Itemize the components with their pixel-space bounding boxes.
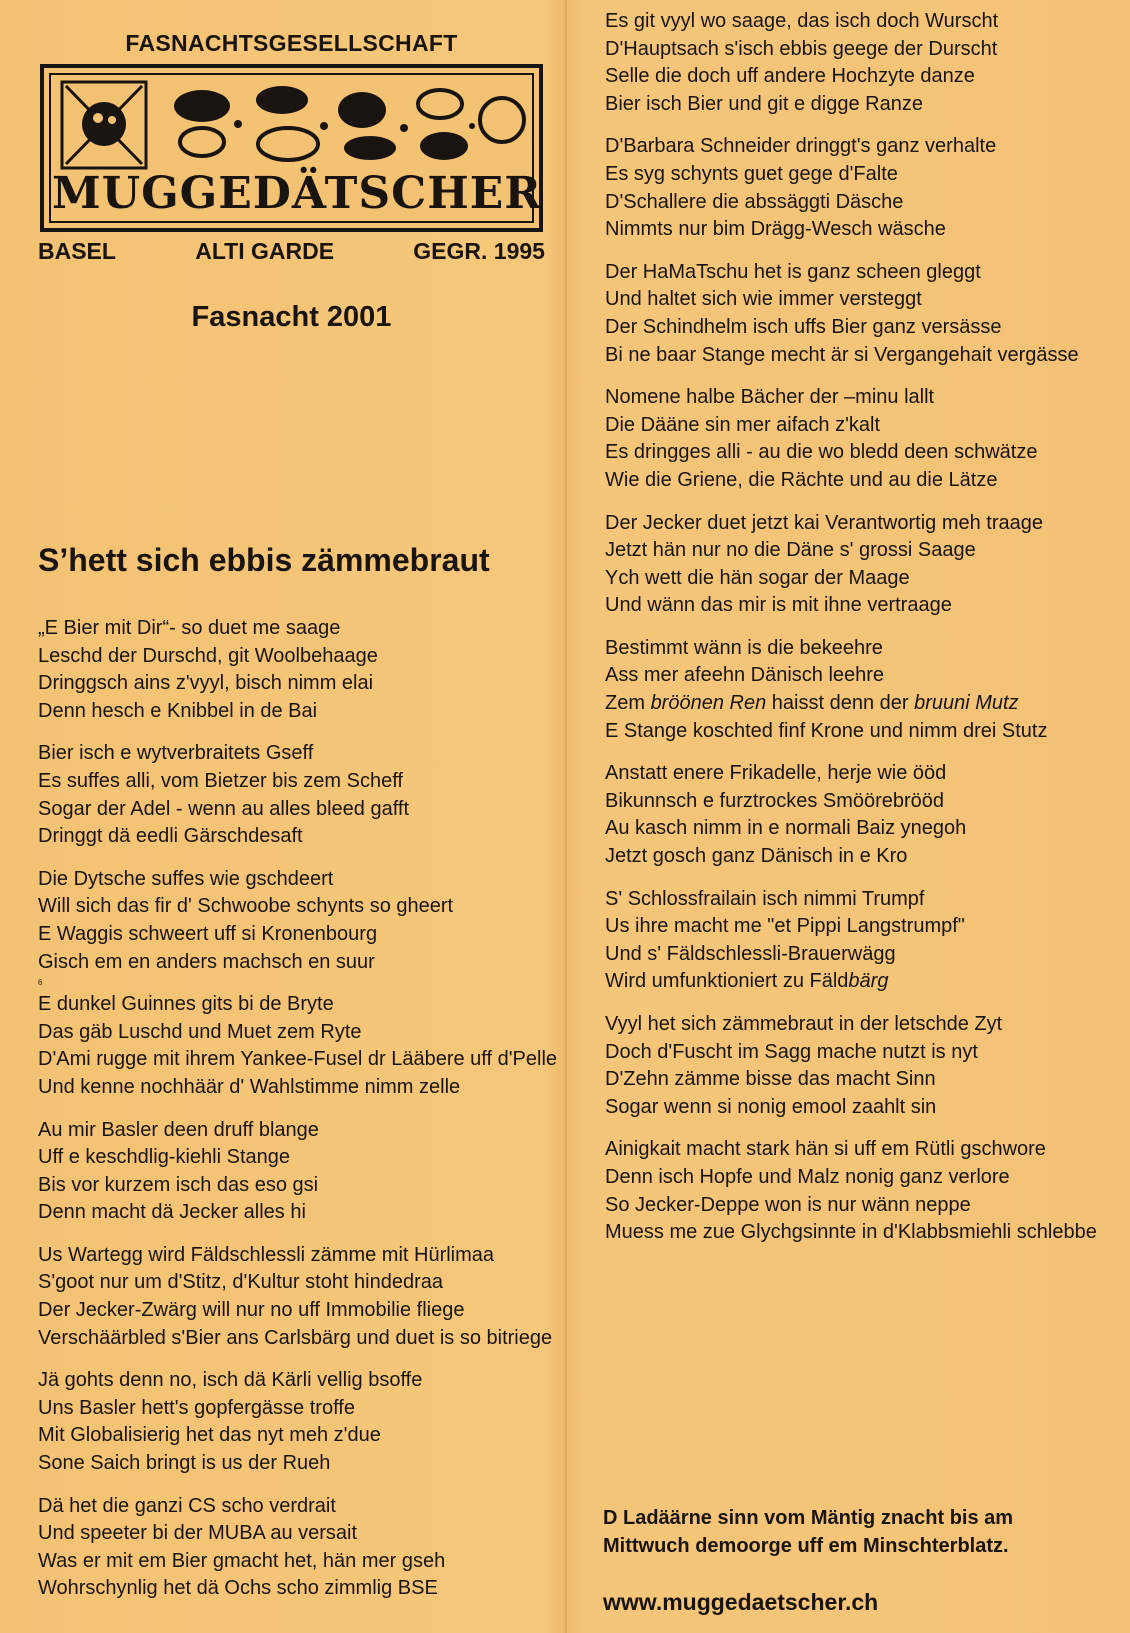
right-column-verses	[605, 8, 1097, 1262]
verse-line: Au mir Basler deen druff blange	[38, 1118, 319, 1141]
lantern-notice	[603, 1504, 1013, 1560]
notice-line: D Ladäärne sinn vom Mäntig znacht bis am	[603, 1507, 1014, 1529]
verse-line: Selle die doch uff andere Hochzyte danze	[605, 65, 975, 88]
verse-line: Vyyl het sich zämmebraut in der letschde Zyt	[605, 1013, 1003, 1035]
verse-line: Bikunnsch e furztrockes Smöörebrööd	[605, 789, 945, 812]
verse-line: Will sich das fir d' Schwoobe schynts so gheert	[38, 895, 454, 918]
verse-line: D'Schallere die abssäggti Däsche	[605, 190, 904, 213]
group-label: ALTI GARDE	[195, 238, 335, 264]
verse-line: Und wänn das mir is mit ihne vertraage	[605, 594, 952, 617]
verse-line: E dunkel Guinnes gits bi de Bryte	[38, 993, 334, 1016]
notice-line: Mittwuch demoorge uff em Minschterblatz.	[603, 1535, 1009, 1557]
verse-line: Und speeter bi der MUBA au versait	[38, 1522, 358, 1545]
verse-line: D'Zehn zämme bisse das macht Sinn	[605, 1068, 936, 1091]
verse-line: D'Hauptsach s'isch ebbis geege der Durscht	[605, 37, 998, 60]
verse-stanza	[38, 1367, 557, 1477]
verse-stanza	[38, 1242, 557, 1352]
verse-stanza	[605, 886, 1097, 996]
verse-line: Gisch em en anders machsch en suur	[38, 950, 375, 973]
verse-line: Und kenne nochhäär d' Wahlstimme nimm zelle	[38, 1075, 461, 1098]
verse-line: Us ihre macht me "et Pippi Langstrumpf"	[605, 915, 965, 938]
page-mark: 6	[38, 978, 43, 987]
verse-line: Bier isch Bier und git e digge Ranze	[605, 92, 923, 115]
verse-line: S' Schlossfrailain isch nimmi Trumpf	[605, 887, 925, 910]
verse-line: Uff e keschdlig-kiehli Stange	[38, 1146, 290, 1169]
verse-line: Sone Saich bringt is us der Rueh	[38, 1452, 331, 1475]
verse-line: Wie die Griene, die Rächte und au die Lätze	[605, 468, 998, 491]
event-title: Fasnacht 2001	[191, 301, 392, 333]
verse-stanza	[38, 615, 557, 725]
verse-line: Muess me zue Glychgsinnte in d'Klabbsmiehli schlebbe	[605, 1221, 1097, 1244]
verse-line: Dä het die ganzi CS scho verdrait	[38, 1494, 336, 1517]
verse-line: Jä gohts denn no, isch dä Kärli vellig bsoffe	[38, 1369, 423, 1392]
verse-stanza	[605, 635, 1097, 745]
verse-line: Es dringges alli - au die wo bledd deen schwätze	[605, 441, 1038, 464]
verse-line: Es syg schynts guet gege d'Falte	[605, 162, 898, 185]
verse-stanza	[605, 384, 1097, 494]
verse-line: Denn isch Hopfe und Malz nonig ganz verlore	[605, 1165, 1010, 1188]
verse-line: Denn macht dä Jecker alles hi	[38, 1201, 306, 1224]
verse-line: Jetzt gosch ganz Dänisch in e Kro	[605, 845, 908, 868]
verse-stanza	[605, 259, 1097, 369]
verse-line: Bi ne baar Stange mecht är si Vergangehait vergässe	[605, 343, 1079, 366]
verse-line: Anstatt enere Frikadelle, herje wie ööd	[605, 762, 947, 785]
verse-line: Ych wett die hän sogar der Maage	[605, 566, 910, 589]
verse-line: Uns Basler hett's gopfergässe troffe	[38, 1396, 355, 1419]
verse-line: Nimmts nur bim Drägg-Wesch wäsche	[605, 218, 946, 241]
verse-line: Und s' Fäldschlessli-Brauerwägg	[605, 942, 896, 965]
verse-line: Die Dytsche suffes wie gschdeert	[38, 867, 334, 890]
org-subtitle-row	[38, 238, 545, 265]
verse-line: Was er mit em Bier gmacht het, hän mer gseh	[38, 1549, 446, 1572]
verse-stanza	[605, 1011, 1097, 1121]
verse-line: Ass mer afeehn Dänisch leehre	[605, 664, 885, 687]
verse-line: Us Wartegg wird Fäldschlessli zämme mit Hürlimaa	[38, 1243, 495, 1266]
verse-stanza	[605, 8, 1097, 118]
verse-line: Wird umfunktioniert zu Fäldbärg	[605, 970, 889, 993]
verse-line: Doch d'Fuscht im Sagg mache nutzt is nyt	[605, 1040, 978, 1063]
verse-line: So Jecker-Deppe won is nur wänn neppe	[605, 1193, 971, 1216]
verse-line: Bis vor kurzem isch das eso gsi	[38, 1173, 319, 1196]
verse-line: Verschäärbled s'Bier ans Carlsbärg und duet is so bitriege	[38, 1326, 553, 1349]
verse-line: Mit Globalisierig het das nyt meh z'due	[38, 1424, 381, 1447]
verse-line: Denn hesch e Knibbel in de Bai	[38, 699, 318, 722]
verse-stanza	[38, 1117, 557, 1227]
website-link[interactable]: www.muggedaetscher.ch	[603, 1589, 879, 1615]
verse-stanza	[38, 1493, 557, 1603]
verse-stanza	[38, 866, 557, 976]
verse-line: E Stange koschted finf Krone und nimm drei Stutz	[605, 719, 1048, 742]
verse-stanza	[605, 1136, 1097, 1246]
song-title: S’hett sich ebbis zämmebraut	[38, 542, 490, 578]
city-label: BASEL	[38, 238, 116, 264]
verse-line: Ainigkait macht stark hän si uff em Rütli gschwore	[605, 1138, 1046, 1161]
verse-line: Wohrschynlig het dä Ochs scho zimmlig BSE	[38, 1577, 438, 1600]
verse-stanza	[605, 510, 1097, 620]
verse-line: E Waggis schweert uff si Kronenbourg	[38, 922, 378, 945]
verse-line: Zem bröönen Ren haisst denn der bruuni Mutz	[605, 692, 1019, 715]
founded-label: GEGR. 1995	[413, 238, 545, 264]
verse-line: Au kasch nimm in e normali Baiz ynegoh	[605, 817, 967, 840]
verse-line: Der Jecker duet jetzt kai Verantwortig meh traage	[605, 511, 1043, 534]
verse-line: Es git vyyl wo saage, das isch doch Wurscht	[605, 10, 999, 32]
verse-stanza	[38, 740, 557, 850]
verse-line: D'Barbara Schneider dringgt's ganz verhalte	[605, 135, 997, 158]
logo-text: MUGGEDÄTSCHER	[52, 168, 542, 219]
verse-line: S'goot nur um d'Stitz, d'Kultur stoht hindedraa	[38, 1271, 444, 1294]
verse-stanza	[38, 991, 557, 1101]
muggedaetscher-logo	[40, 64, 543, 232]
logo-figures-icon	[52, 76, 532, 176]
verse-line: Jetzt hän nur no die Däne s' grossi Saage	[605, 539, 976, 562]
verse-stanza	[605, 760, 1097, 870]
verse-line: Bier isch e wytverbraitets Gseff	[38, 742, 314, 765]
left-column-verses	[38, 615, 557, 1618]
verse-line: „E Bier mit Dir“- so duet me saage	[38, 617, 341, 639]
verse-line: Und haltet sich wie immer versteggt	[605, 288, 922, 311]
verse-line: Der Schindhelm isch uffs Bier ganz versässe	[605, 315, 1002, 338]
verse-line: Der Jecker-Zwärg will nur no uff Immobilie fliege	[38, 1299, 465, 1322]
verse-line: Der HaMaTschu het is ganz scheen gleggt	[605, 260, 981, 283]
verse-line: Dringgt dä eedli Gärschdesaft	[38, 825, 303, 848]
verse-line: Sogar wenn si nonig emool zaahlt sin	[605, 1095, 937, 1118]
verse-line: Das gäb Luschd und Muet zem Ryte	[38, 1020, 362, 1043]
verse-line: Die Dääne sin mer aifach z'kalt	[605, 413, 881, 436]
verse-line: Es suffes alli, vom Bietzer bis zem Scheff	[38, 769, 403, 792]
verse-line: Bestimmt wänn is die bekeehre	[605, 636, 883, 659]
verse-line: Leschd der Durschd, git Woolbehaage	[38, 644, 378, 667]
org-name: FASNACHTSGESELLSCHAFT	[125, 30, 458, 56]
verse-line: Sogar der Adel - wenn au alles bleed gafft	[38, 797, 409, 820]
verse-line: Nomene halbe Bächer der –minu lallt	[605, 386, 935, 409]
verse-line: Dringgsch ains z'vyyl, bisch nimm elai	[38, 672, 374, 695]
fold-line	[565, 0, 567, 1633]
verse-stanza	[605, 133, 1097, 243]
verse-line: D'Ami rugge mit ihrem Yankee-Fusel dr Lääbere uff d'Pelle	[38, 1048, 558, 1071]
